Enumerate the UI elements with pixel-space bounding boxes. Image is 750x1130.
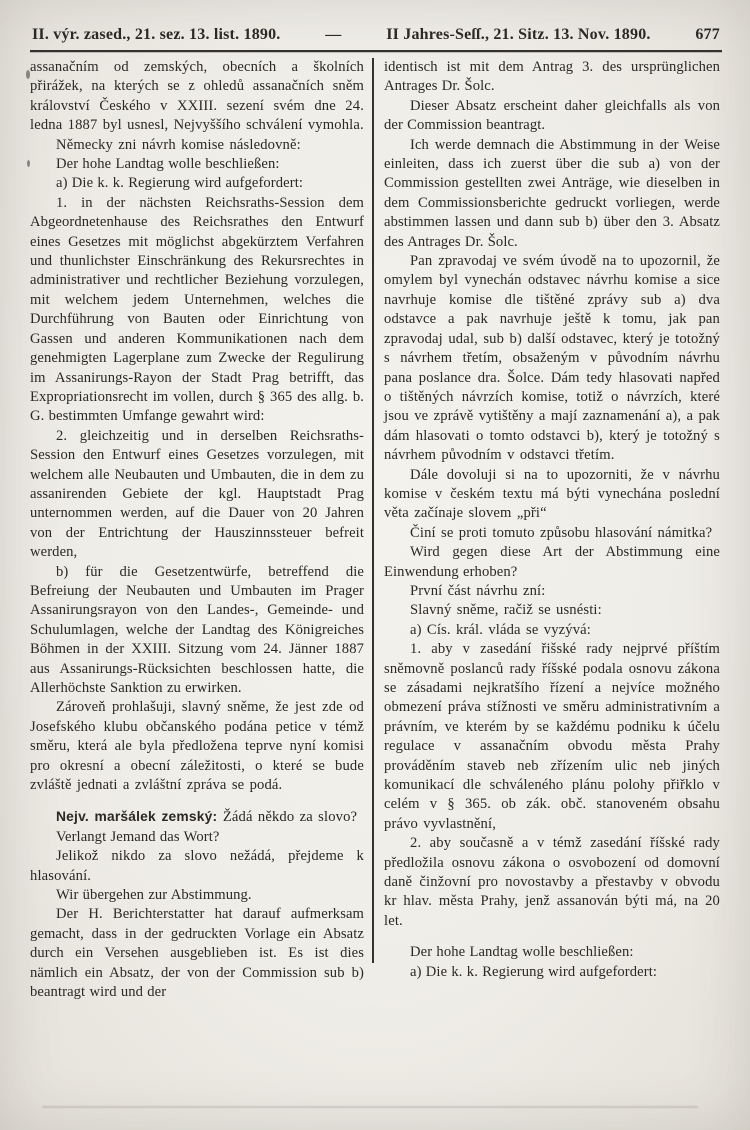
paragraph: Ich werde demnach die Abstimmung in der Weise einleiten, dass ich zuerst über die sub a) von der Commission gestellten zwei Anträge, wie dieselben in dem Commissionsberichte gedruckt vorliegen, werde abstimmen lassen und dann sub b) über den 3. Absatz des Antrages Dr. Šolc. bbox=[384, 136, 720, 250]
speaker-name: Nejv. maršálek zemský: bbox=[56, 809, 223, 825]
paragraph: Jelikož nikdo za slovo nežádá, přejdeme k hlasování. bbox=[30, 848, 364, 884]
scan-speck bbox=[26, 70, 30, 79]
paragraph: Slavný sněme, račiž se usnésti: bbox=[410, 602, 602, 619]
paragraph: Der H. Berichterstatter hat darauf aufmerksam gemacht, dass in der gedruckten Vorlage ein Absatz durch ein Versehen ausgeblieben ist. Es ist dies nämlich ein Absatz, der von der Commission sub b) beantragt wird und der bbox=[30, 906, 364, 1001]
paragraph: Činí se proti tomuto způsobu hlasování námitka? bbox=[410, 524, 713, 541]
paragraph: Nejv. maršálek zemský: Žádá někdo za slovo? bbox=[56, 809, 358, 826]
paragraph: Wir übergehen zur Abstimmung. bbox=[56, 887, 252, 904]
paragraph: a) Die k. k. Regierung wird aufgefordert: bbox=[410, 963, 657, 980]
paragraph: Wird gegen diese Art der Abstimmung eine Einwendung erhoben? bbox=[384, 544, 720, 580]
paragraph: Dále dovoluji si na to upozorniti, že v návrhu komise v českém textu má býti vynechána poslední věta začínaje slovem „při“ bbox=[384, 466, 720, 522]
page-header bbox=[30, 26, 722, 48]
paragraph: a) Die k. k. Regierung wird aufgefordert: bbox=[56, 175, 303, 192]
paragraph: Der hohe Landtag wolle beschließen: bbox=[410, 944, 634, 961]
right-column bbox=[374, 58, 720, 1003]
paragraph: 2. gleichzeitig und in derselben Reichsraths-Session den Entwurf eines Gesetzes vorzulegen, mit welchem alle Neubauten und Umbauten, die in dem zu assanirenden Gebiete der kgl. Hauptstadt Prag unternommen werden, auf die Dauer von 20 Jahren von der Entrichtung der Hauszinnssteuer befreit werden, bbox=[30, 427, 364, 561]
header-german-session: II Jahres-Seſſ., 21. Sitz. 13. Nov. 1890. bbox=[386, 26, 651, 43]
text-columns bbox=[30, 58, 722, 1003]
paragraph: identisch ist mit dem Antrag 3. des ursprünglichen Antrages Dr. Šolc. bbox=[384, 59, 720, 95]
paragraph: Der hohe Landtag wolle beschließen: bbox=[56, 156, 280, 173]
paragraph: Dieser Absatz erscheint daher gleichfalls als von der Commission beantragt. bbox=[384, 97, 720, 134]
paragraph: 2. aby současně a v témž zasedání říšské rady předložila osnovu zákona o osvobození od domovní daně činžovní pro novostavby a přestavby v obvodu kr hlav. města Prahy, jenž assanován býti má, na 20 let. bbox=[384, 835, 720, 929]
scan-artifact-line bbox=[42, 1106, 698, 1108]
header-dash: — bbox=[325, 26, 342, 43]
page-content bbox=[30, 26, 722, 1003]
paragraph: První část návrhu zní: bbox=[410, 582, 546, 599]
header-rule bbox=[30, 50, 722, 52]
paragraph: Zároveň prohlašuji, slavný sněme, že jest zde od Josefského klubu občanského podána petice v témž směru, která ale byla předložena teprve nyní komisi pro okresní a obecní záležitosti, o které se bude zvláště jednati a zvláštní zpráva se podá. bbox=[30, 699, 364, 794]
left-column bbox=[30, 58, 372, 1003]
scan-speck bbox=[27, 160, 30, 167]
paragraph: Pan zpravodaj ve svém úvodě na to upozornil, že omylem byl vynechán odstavec návrhu komise a sice navrhuje komise dle tištěné zprávy sub a) dva odstavce a pak navrhuje ještě k tomu, jak pan zpravodaj udal, sub b) další odstavec, který je totožný s návrhem třetím, obsaženým v původním návrhu pana poslance dra. Šolce. Dám tedy hlasovati napřed o tištěných návrzích komise, totiž o návrzích, které jsou ve zprávě vytištěny a mají zaznamenání a), a pak dám hlasovati o tomto odstavci b), který je totožný s návrhem původním v odstavci třetím. bbox=[384, 253, 720, 464]
paragraph: Verlangt Jemand das Wort? bbox=[56, 828, 220, 845]
paragraph: assanačním od zemských, obecních a školních přirážek, na kterých se z ohledů assanačních sněm království Českého v XXIII. sezení svém dne 24. ledna 1887 byl usnesl, Nejvyššího schválení vymohla. bbox=[30, 59, 364, 134]
page-number: 677 bbox=[695, 26, 720, 43]
header-czech-session: II. výr. zased., 21. sez. 13. list. 1890. bbox=[32, 26, 281, 43]
paragraph: Německy zni návrh komise následovně: bbox=[56, 136, 301, 153]
paragraph: 1. aby v zasedání řišské rady nejprvé příštím sněmovně poslanců rady říšské podala osnovu zákona se zásadami nejkratšího řízení a nejvíce možného obmezení práva stížnosti ve směru administrativním a právním, ve kterém by se každému podniku k účelu regulace v assanačním obvodu města Prahy prováděním staveb neb zřízením ulic neb jiných komunikací dle schváleného plánu polohy přiřklo v celém v § 365. ob zák. obč. stanoveném obsahu právo vyvlastnění, bbox=[384, 641, 720, 832]
paragraph: 1. in der nächsten Reichsraths-Session dem Abgeordnetenhause des Reichsrathes den Entwurf eines Gesetzes mit möglichst abgekürztem Verfahren und thunlichster Einschränkung des Rekursrechtes in administrativer und rechtlicher Beziehung vorzulegen, mit welchem jedem Unternehmen, welches die Durchführung von Bauten oder Einrichtung von Gassen und anderen Kommunikationen nach dem genehmigten Lagerplane zum Zwecke der Regulirung im Assanirungs-Rayon der Stadt Prag betrifft, das Expropriationsrecht im vollen, durch § 365 des allg. b. G. bestimmten Umfange gewahrt wird: bbox=[30, 194, 364, 425]
paragraph: a) Cís. král. vláda se vyzývá: bbox=[410, 621, 591, 638]
paragraph: b) für die Gesetzentwürfe, betreffend die Befreiung der Neubauten und Umbauten im Prager Assanirungsrayon von den Landes-, Gemeinde- und Schulumlagen, welche der Landtag des Königreiches Böhmen in der XXIII. Sitzung vom 24. Jänner 1887 aus Assanirungs-Rücksichten beschlossen hatte, die Allerhöchste Sanktion zu erwirken. bbox=[30, 563, 364, 696]
